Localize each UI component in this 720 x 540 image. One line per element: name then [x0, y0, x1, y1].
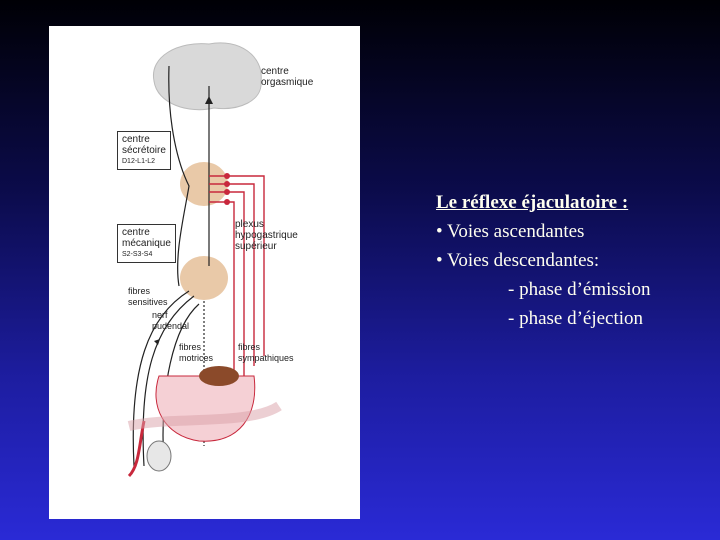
bladder-region [156, 376, 255, 441]
testis [147, 441, 171, 471]
slide-text [436, 188, 650, 333]
centre-mecanique-box: centre mécanique S2-S3-S4 [117, 224, 176, 263]
seminal-vesicle [199, 366, 239, 386]
bullet-ascending: • Voies ascendantes [436, 221, 585, 242]
fibres-sympathiques-label: fibres sympathiques [238, 342, 294, 363]
diagram-drawing [49, 26, 360, 519]
centre-secretoire-box: centre sécrétoire D12-L1-L2 [117, 131, 171, 170]
plexus-label: plexus hypogastrique supérieur [235, 219, 298, 252]
nerf-pudendal-label: nerf pudendal [152, 310, 190, 331]
fibres-motrices-label: fibres motrices [179, 342, 214, 363]
sub-ejection: - phase d’éjection [508, 308, 644, 329]
centre-orgasmique-label: centre orgasmique [261, 66, 314, 88]
slide-title: Le réflexe éjaculatoire : [436, 192, 629, 213]
bullet-descending: • Voies descendantes: [436, 250, 600, 271]
sub-emission: - phase d’émission [508, 279, 651, 300]
fibres-sensitives-label: fibres sensitives [128, 286, 168, 307]
anatomical-diagram [49, 26, 360, 519]
sacral-segment [180, 256, 228, 300]
